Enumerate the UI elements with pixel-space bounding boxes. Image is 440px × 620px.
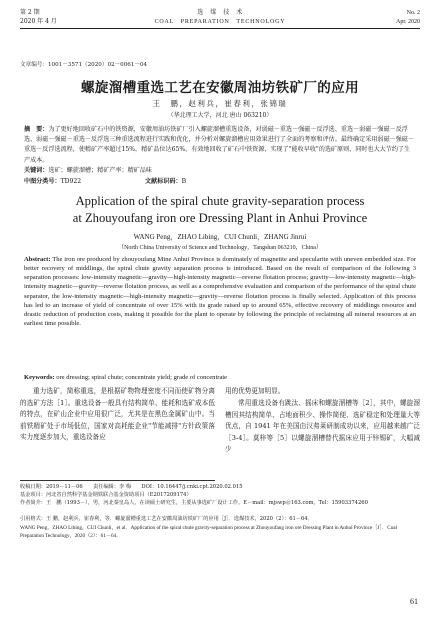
header-journal-en: COAL PREPARATION TECHNOLOGY	[154, 19, 286, 25]
article-number: 文章编号：1001－3571（2020）02－0061－04	[20, 62, 148, 68]
abstract-en	[24, 255, 416, 328]
page-number: 61	[410, 597, 418, 606]
authors-cn: 王 鹏，赵利兵，崔春利，张锦瑞	[152, 99, 288, 108]
affiliation-en: （North China University of Science and Technology，Tangshan 063210，China）	[118, 245, 322, 251]
footnote-citation-en: WANG Peng，ZHAO Libing，CUI Chunli，et al．Application of the spiral chute gravity-separation process at Zhouyoufang iron ore Dressing Plant in Anhui Province［J］．Coal Preparation Technology，2020（2）：61－64．	[20, 525, 398, 539]
affiliation-cn: （华北理工大学，河北 唐山 063210）	[167, 112, 273, 119]
page-title-en	[20, 193, 420, 227]
page-title-cn: 螺旋溜槽重选工艺在安徽周油坊铁矿厂的应用	[81, 80, 359, 96]
authors-en: WANG Peng，ZHAO Libing，CUI Chunli，ZHANG Jinrui	[133, 233, 307, 241]
abstract-cn-label: 摘 要：	[24, 126, 49, 133]
header-date-en: Apr. 2020	[396, 19, 420, 25]
header-issue-cn: 第 2 期	[20, 9, 40, 16]
abstract-cn-text: 为了更好地回收矿石中的铁资源，安徽周油坊铁矿厂引入螺旋溜槽重选设备，对弱磁－重选－强磁－反浮选、重选－弱磁－强磁－反浮选、弱磁－强磁－重选－反浮选三种重选流程进行实践和优化，并分析对螺旋溜槽应用效果进行了全面的考察和评估。最终确定采用弱磁－强磁－重选－反浮选流程，使精矿产率超过15%，精矿品位达65%，有效地回收了矿石中铁资源，实现了"能收早收"的选矿原则，同时也大大节约了生产成本。	[24, 126, 414, 164]
title-en-line-1: Application of the spiral chute gravity-separation process	[75, 194, 365, 208]
abstract-en-label: Abstract:	[24, 256, 51, 263]
footnote-fund: 基金项目：河北省自然科学基金钢铁联合基金资助项目（E2017209174）	[20, 492, 192, 498]
keywords-cn-text: 选矿；螺旋溜槽；精矿产率；精矿品味	[48, 167, 152, 174]
doc-code-label: 文献标识码：	[145, 178, 182, 185]
abstract-en-text: The iron ore produced by zhouyoufang Mine Anhui Province is dominately of magnetite and specularite with uneven embedded size. For better recovery of middlings, the spiral chute gravity separation process is introduced. Based on the result of comparison of the following 3 separation processes: low-intensity magnetic—gravity—high-intensity magnetic—reverse flotation process; gravity—low-intensity magnetic—high-intensity magnetic—gravity—reverse flotation process, as well as a comprehensive evaluation and comparison of the performance of the spiral chute separator, the low-intensity magnetic—high-intensity magnetic—gravity—reverse flotation process is finally selected. Application of this process has led to an increase of yield of concentrate of over 15% with its grade raised up to around 65%, effective recovery of middlings resource and drastic reduction of production costs, making it possible for the plant to operate by following the principle of reclaiming all mineral resources at an earliest time possible.	[24, 256, 416, 328]
header-rule	[20, 28, 420, 29]
title-en-line-2: at Zhouyoufang iron ore Dressing Plant in Anhui Province	[72, 211, 368, 225]
clc-label: 中图分类号：	[24, 178, 61, 185]
footnote-citation-cn: 引用格式：王 鹏，赵利兵，崔春利，等．螺旋溜槽重选工艺在安徽周油坊铁矿厂的应用［J］．选煤技术，2020（2）：61－64．	[20, 516, 313, 522]
footnote-received: 收稿日期：2019－11－06 责任编辑：李 梅 DOI：10.16447/j.cnki.cpt.2020.02.015	[20, 484, 243, 490]
header-issue-en: No. 2	[406, 10, 420, 16]
keywords-cn-label: 关键词：	[24, 167, 49, 174]
keywords-cn	[24, 166, 416, 176]
keywords-en-text: ore dressing; spiral chute; concentrate yield; grade of concentrate	[56, 374, 228, 381]
header-date-cn: 2020 年 4 月	[20, 18, 57, 25]
keywords-en-label: Keywords:	[24, 374, 55, 381]
body-column-right: 常用重选设备有跳汰、摇床和螺旋溜槽等［2］，其中，螺旋溜槽因其结构简单、占地面积少、操作简便、选矿稳定和处理量大等优点，自 1941 年在美国由汉弗莱研制成功以来，应用越来越广泛［3-4］。莫梓等［5］以螺旋溜槽替代摇床应用于锌锡矿，大幅减少	[225, 399, 420, 454]
doc-code-value: B	[181, 178, 187, 185]
keywords-en	[24, 373, 416, 382]
clc-value: TD922	[60, 178, 82, 185]
header-journal-cn: 选 煤 技 术	[197, 9, 243, 16]
footnote-rule	[20, 480, 215, 481]
classification-line	[24, 177, 416, 187]
body-column-right-continuation: 用的优势更加明显。	[225, 387, 285, 395]
body-column-left: 重力选矿，简称重选，是根据矿物物理密度不同而使矿物分离的选矿方法［1］。重选设备一般具有结构简单、能耗和选矿成本低的特点，在矿山企业中应用很广泛，尤其是在黑色金属矿山中。当前铁精矿处于市场低位，国家对高耗能企业"节能减排"方针政策落实力度逐步加大，重选设备应	[20, 387, 215, 442]
footnote-author: 作者简介：王 鹏（1993－），男，河北秦皇岛人，在读硕士研究生，主要从事选矿厂设计工作。E－mail：mjswp＠163.com，Tel：15903374260	[20, 500, 368, 506]
abstract-cn	[24, 125, 416, 166]
